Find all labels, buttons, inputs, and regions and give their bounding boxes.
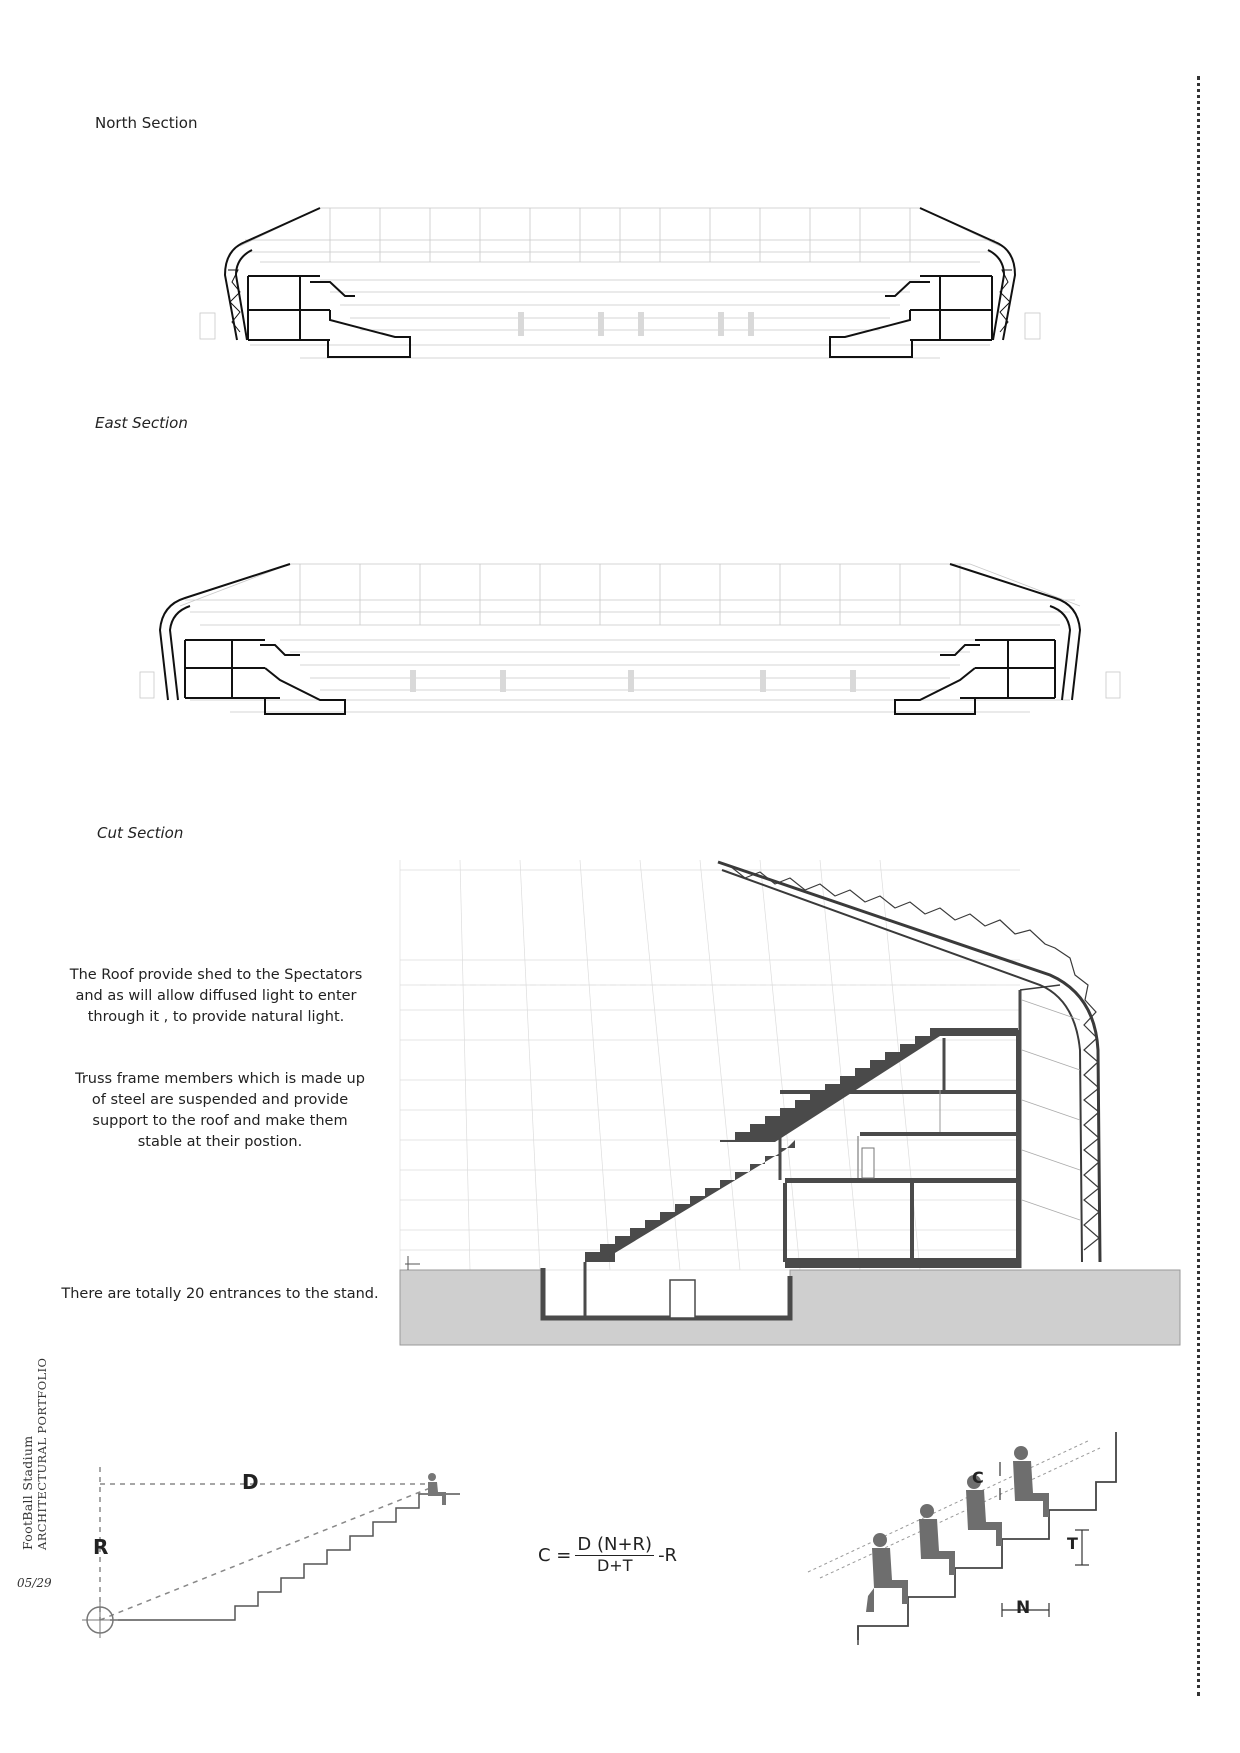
roof-note: The Roof provide shed to the Spectators and as will allow diffused light to enter through it , to provide natural light. bbox=[69, 967, 363, 1025]
seating-c-label: C bbox=[972, 1468, 984, 1487]
portfolio-name: ARCHITECTURAL PORTFOLIO bbox=[35, 1357, 49, 1550]
formula-lhs: C = bbox=[538, 1545, 572, 1566]
entrances-note: There are totally 20 entrances to the stand. bbox=[61, 1286, 379, 1302]
page-number: 05/29 bbox=[17, 1576, 52, 1590]
truss-note: Truss frame members which is made up of steel are suspended and provide support to the roof and make them stable at their postion. bbox=[75, 1071, 365, 1150]
formula-denominator: D+T bbox=[596, 1556, 633, 1575]
sightline-d-label: D bbox=[242, 1470, 259, 1494]
cut-section-title: Cut Section bbox=[97, 824, 184, 842]
east-section-title: East Section bbox=[95, 414, 188, 432]
north-section-title: North Section bbox=[95, 114, 198, 132]
seating-n-label: N bbox=[1016, 1598, 1031, 1618]
sightline-r-label: R bbox=[93, 1535, 109, 1559]
formula-tail: -R bbox=[658, 1545, 678, 1566]
formula-numerator: D (N+R) bbox=[577, 1534, 653, 1555]
project-name: FootBall Stadium bbox=[20, 1435, 35, 1550]
seating-t-label: T bbox=[1067, 1534, 1078, 1553]
